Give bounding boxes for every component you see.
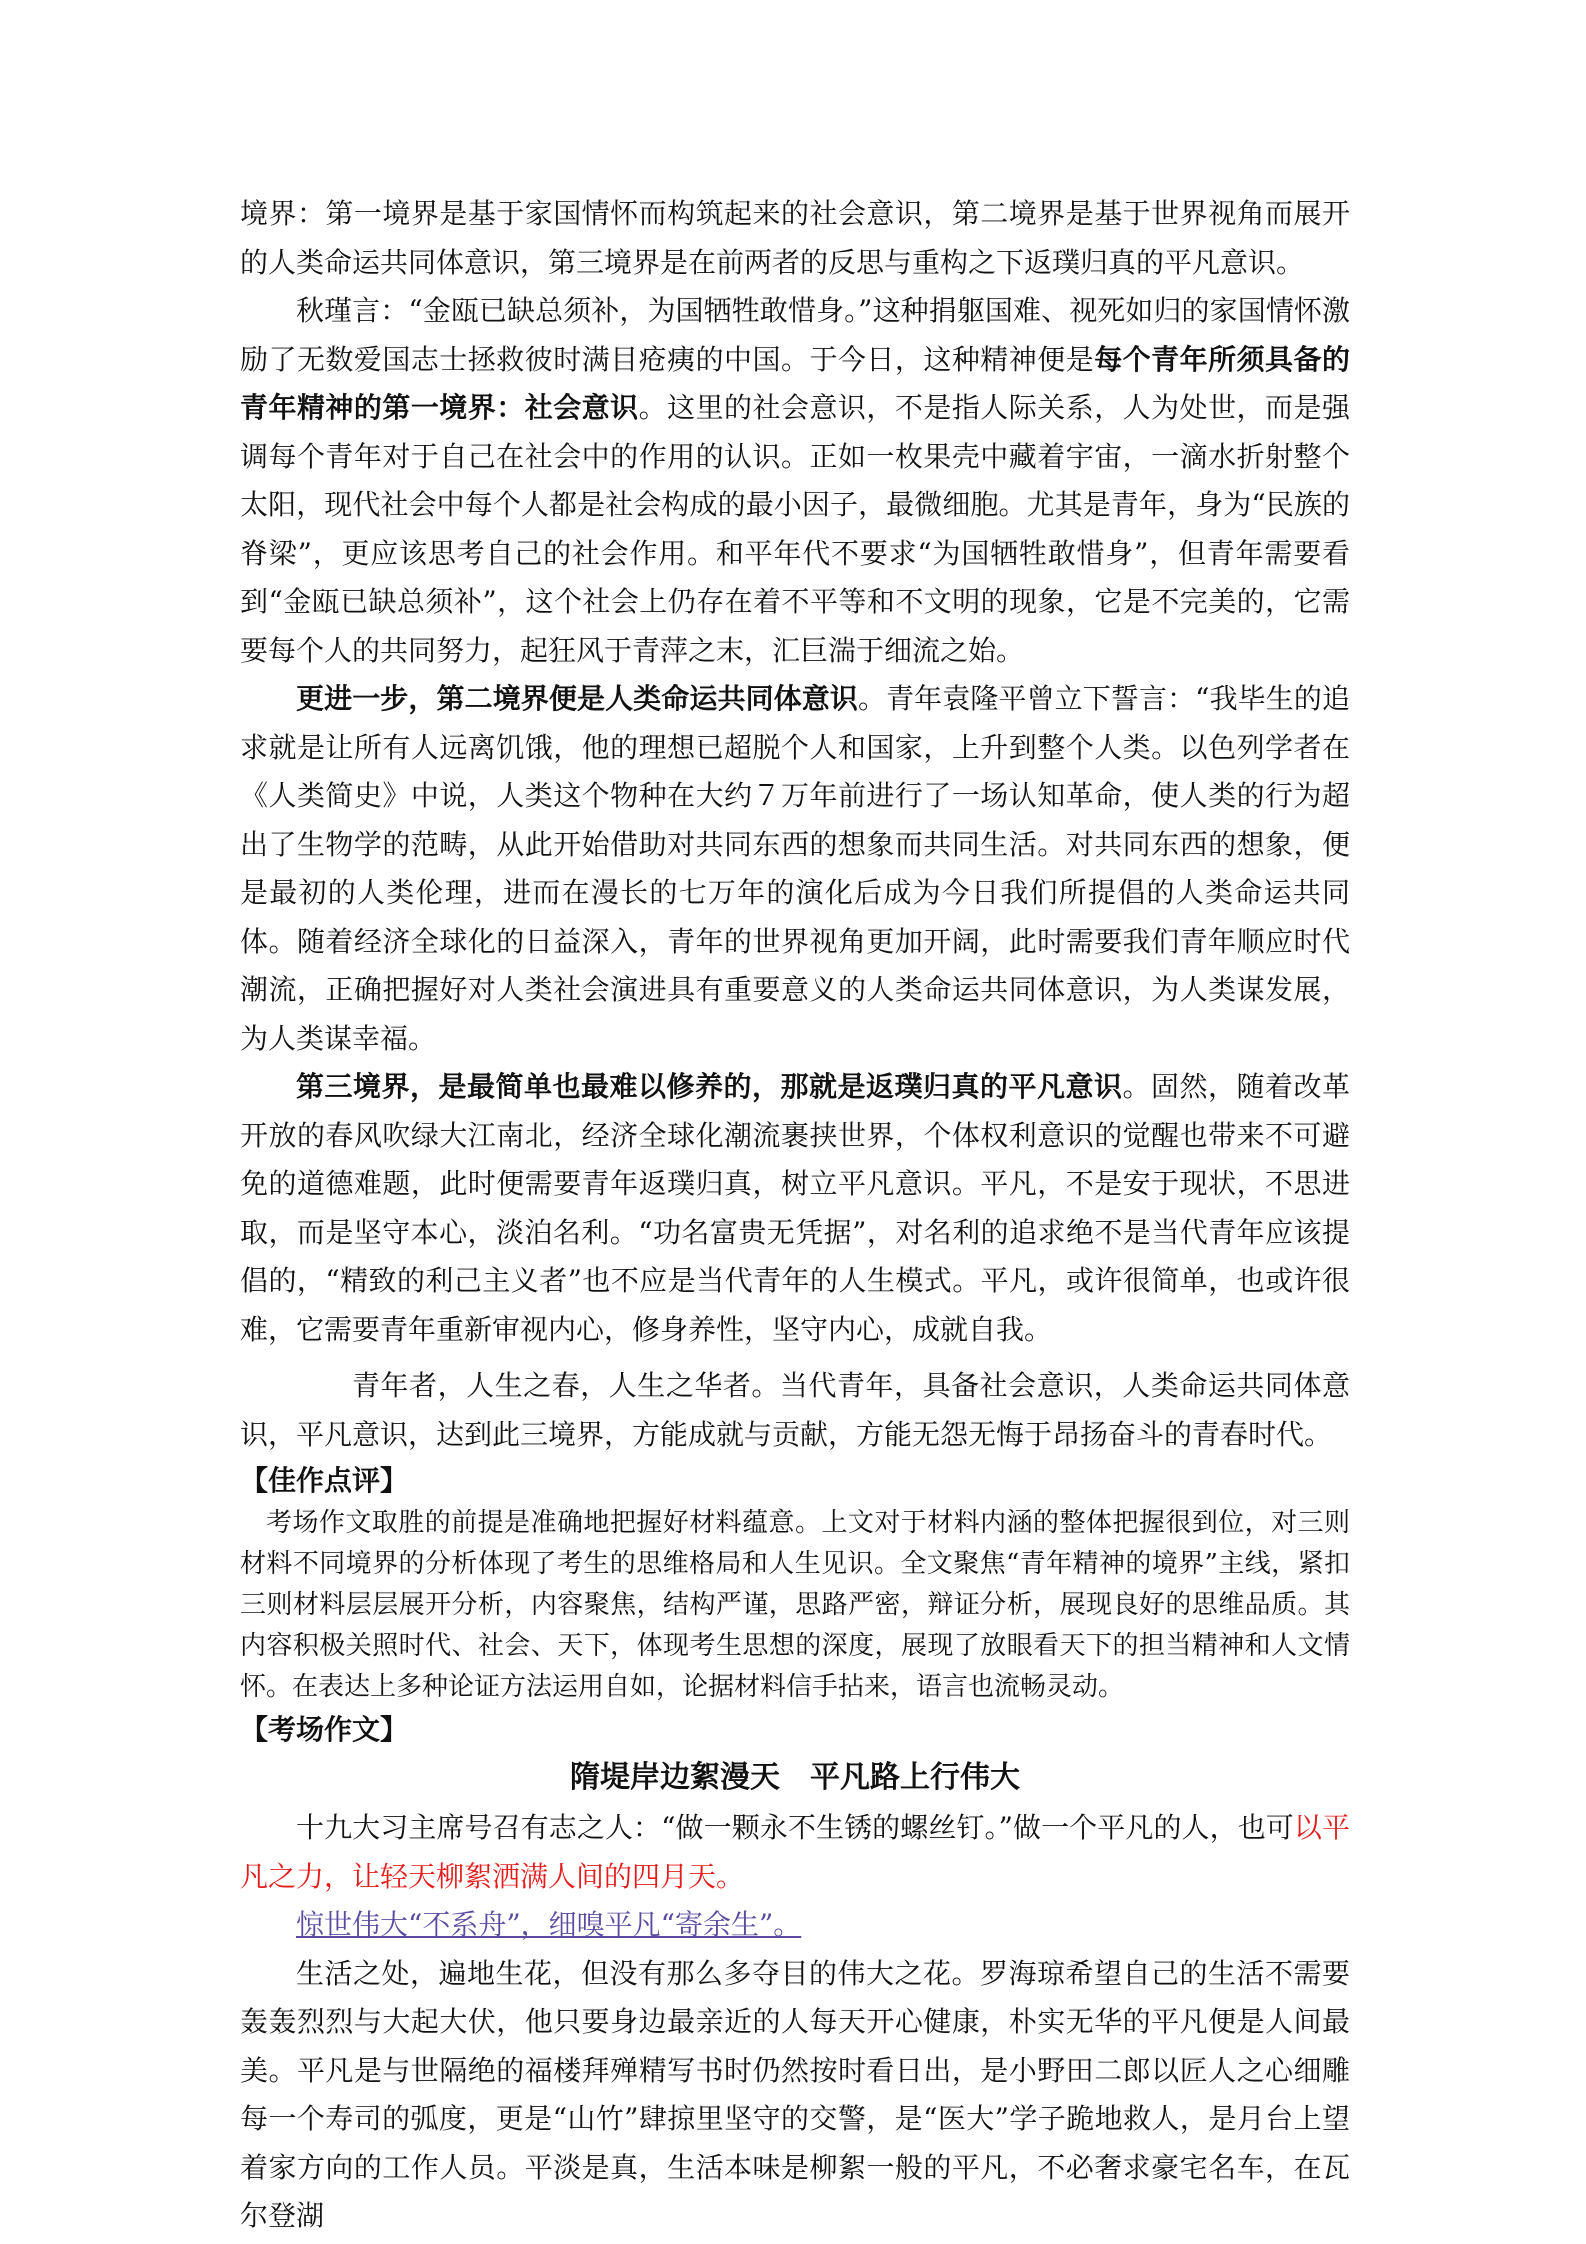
- paragraph-first-realm: [240, 287, 1350, 675]
- first-realm-text-c: 。这里的社会意识，不是指人际关系，人为处世，而是强调每个青年对于自己在社会中的作用的认识。正如一枚果壳中藏着宇宙，一滴水折射整个太阳，现代社会中每个人都是社会构成的最小因子，最微细胞。尤其是青年，身为“民族的脊梁”，更应该思考自己的社会作用。和平年代不要求“为国牺牲敢惜身”，但青年需要看到“金瓯已缺总须补”，这个社会上仍存在着不平等和不文明的现象，它是不完美的，它需要每个人的共同努力，起狂风于青萍之末，汇巨湍于细流之始。: [240, 391, 1350, 667]
- essay-subheading: [240, 1901, 1350, 1950]
- essay-body: 生活之处，遍地生花，但没有那么多夺目的伟大之花。罗海琼希望自己的生活不需要轰轰烈烈与大起大伏，他只要身边最亲近的人每天开心健康，朴实无华的平凡便是人间最美。平凡是与世隔绝的福楼拜殚精写书时仍然按时看日出，是小野田二郎以匠人之心细雕每一个寿司的弧度，更是“山竹”肆掠里坚守的交警，是“医大”学子跪地救人，是月台上望着家方向的工作人员。平淡是真，生活本味是柳絮一般的平凡，不必奢求豪宅名车，在瓦尔登湖: [240, 1956, 1350, 2232]
- first-realm-emphasis: 每个青年所须具备的青年精神的第一境界：社会意识: [240, 342, 1350, 424]
- second-realm-emphasis: 更进一步，第二境界便是人类命运共同体意识: [296, 682, 858, 715]
- comment-heading: 【佳作点评】: [240, 1464, 409, 1497]
- essay-title: 隋堤岸边絮漫天 平凡路上行伟大: [570, 1760, 1020, 1795]
- comment-body: 考场作文取胜的前提是准确地把握好材料蕴意。上文对于材料内涵的整体把握很到位，对三则材料不同境界的分析体现了考生的思维格局和人生见识。全文聚焦“青年精神的境界”主线，紧扣三则材料层层展开分析，内容聚焦，结构严谨，思路严密，辩证分析，展现良好的思维品质。其内容积极关照时代、社会、天下，体现考生思想的深度，展现了放眼看天下的担当精神和人文情怀。在表达上多种论证方法运用自如，论据材料信手拈来，语言也流畅灵动。: [240, 1508, 1350, 1702]
- first-realm-text-a: 秋瑾言：“金瓯已缺总须补，为国牺牲敢惜身。”这种捐躯国难、视死如归的家国情怀激励了无数爱国志士拯救彼时满目疮痍的中国。于今日，这种精神便是: [240, 294, 1350, 376]
- paragraph-second-realm: [240, 675, 1350, 1063]
- essay-subheading-text: 惊世伟大“不系舟”，细嗅平凡“寄余生”。: [296, 1908, 802, 1941]
- paragraph-third-realm: [240, 1063, 1350, 1354]
- third-realm-emphasis: 第三境界，是最简单也最难以修养的，那就是返璞归真的平凡意识: [296, 1070, 1123, 1103]
- third-realm-text: 。固然，随着改革开放的春风吹绿大江南北，经济全球化潮流裹挟世界，个体权利意识的觉醒也带来不可避免的道德难题，此时便需要青年返璞归真，树立平凡意识。平凡，不是安于现状，不思进取，而是坚守本心，淡泊名利。“功名富贵无凭据”，对名利的追求绝不是当代青年应该提倡的，“精致的利己主义者”也不应是当代青年的人生模式。平凡，或许很简单，也或许很难，它需要青年重新审视内心，修身养性，坚守内心，成就自我。: [240, 1070, 1350, 1346]
- essay-opening-highlight: 以平凡之力，让轻天柳絮洒满人间的四月天。: [240, 1811, 1350, 1893]
- essay-heading: 【考场作文】: [240, 1713, 409, 1746]
- second-realm-text: 。青年袁隆平曾立下誓言：“我毕生的追求就是让所有人远离饥饿，他的理想已超脱个人和国家，上升到整个人类。以色列学者在《人类简史》中说，人类这个物种在大约７万年前进行了一场认知革命，使人类的行为超出了生物学的范畴，从此开始借助对共同东西的想象而共同生活。对共同东西的想象，便是最初的人类伦理，进而在漫长的七万年的演化后成为今日我们所提倡的人类命运共同体。随着经济全球化的日益深入，青年的世界视角更加开阔，此时需要我们青年顺应时代潮流，正确把握好对人类社会演进具有重要意义的人类命运共同体意识，为人类谋发展，为人类谋幸福。: [240, 682, 1350, 1055]
- essay-opening: [240, 1804, 1350, 1901]
- document-page: [240, 190, 1350, 2241]
- paragraph-conclusion: 青年者，人生之春，人生之华者。当代青年，具备社会意识，人类命运共同体意识，平凡意识，达到此三境界，方能成就与贡献，方能无怨无悔于昂扬奋斗的青春时代。: [240, 1369, 1350, 1451]
- essay-opening-text: 十九大习主席号召有志之人：“做一颗永不生锈的螺丝钉。”做一个平凡的人，也可: [296, 1811, 1294, 1844]
- paragraph-realms-intro: 境界：第一境界是基于家国情怀而构筑起来的社会意识，第二境界是基于世界视角而展开的人类命运共同体意识，第三境界是在前两者的反思与重构之下返璞归真的平凡意识。: [240, 197, 1350, 279]
